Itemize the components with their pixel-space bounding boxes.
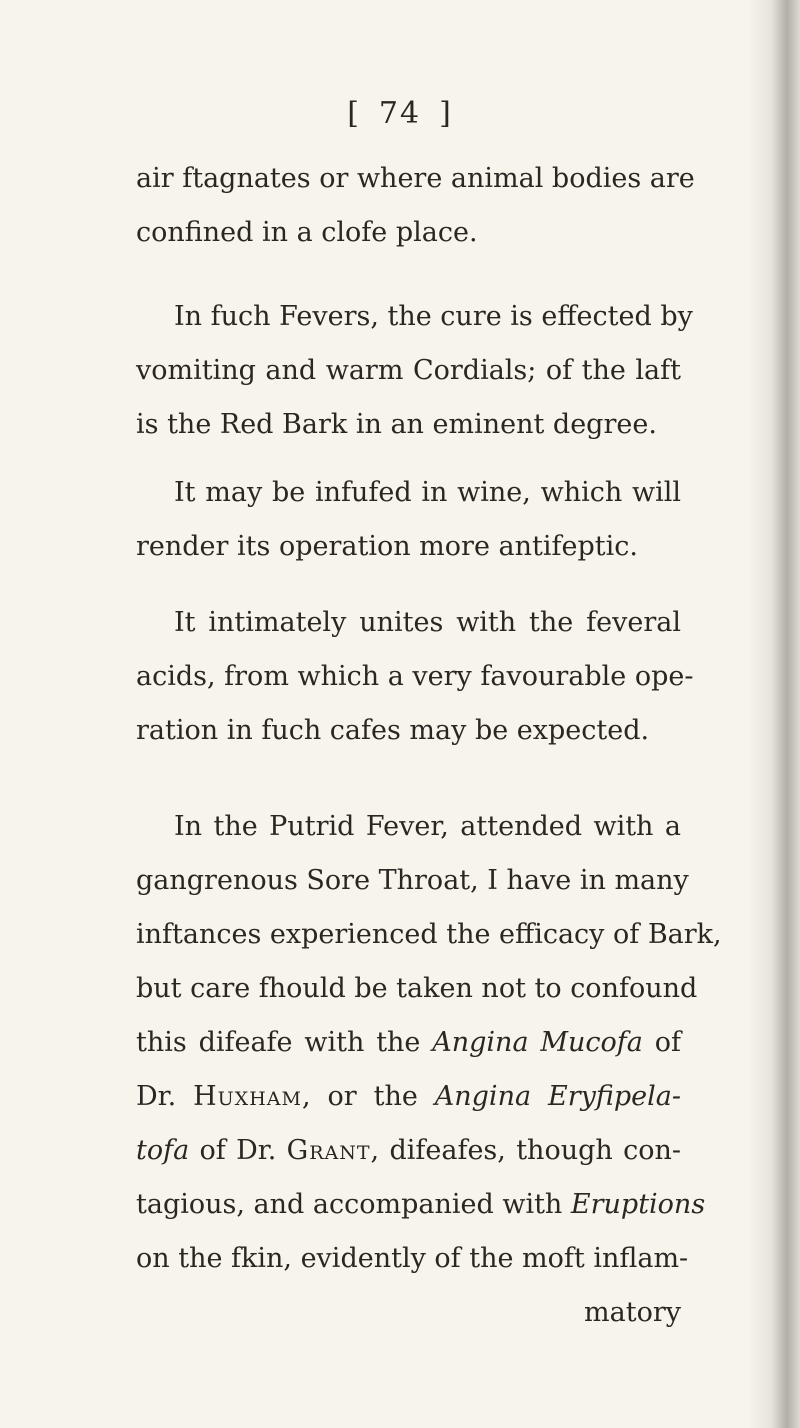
text-line: but care fhould be taken not to confound	[136, 973, 698, 1004]
page-edge-shadow	[748, 0, 800, 1428]
text-line: acids, from which a very favourable ope-	[136, 661, 694, 692]
text-line: inftances experienced the efficacy of Bark,	[136, 919, 722, 950]
text-run: , difeafes, though con-	[370, 1135, 681, 1166]
text-line: confined in a clofe place.	[136, 217, 478, 248]
page-number	[0, 96, 800, 131]
text-run: tagious, and accompanied with	[136, 1189, 571, 1220]
page-number-bracket-left: [	[347, 96, 361, 131]
author-name: Grant	[286, 1135, 371, 1166]
text-line	[136, 1016, 681, 1070]
text-line	[136, 1124, 681, 1178]
text-line: is the Red Bark in an eminent degree.	[136, 409, 657, 440]
page-number-value: 74	[378, 96, 422, 131]
italic-term: Eruptions	[570, 1189, 706, 1220]
paragraph-1	[136, 152, 695, 260]
text-line	[136, 1070, 681, 1124]
text-line: vomiting and warm Cordials; of the laft	[136, 355, 681, 386]
text-line: render its operation more antifeptic.	[136, 531, 638, 562]
text-line	[136, 1178, 706, 1232]
author-name: Huxham	[193, 1081, 302, 1112]
italic-term: Angina Eryfipela-	[434, 1081, 681, 1112]
text-line: It intimately unites with the feveral	[174, 607, 681, 638]
text-line: In fuch Fevers, the cure is effected by	[174, 301, 693, 332]
text-line: In the Putrid Fever, attended with a	[174, 811, 681, 842]
text-line: gangrenous Sore Throat, I have in many	[136, 865, 689, 896]
catchword: matory	[584, 1297, 681, 1328]
paragraph-3	[136, 466, 681, 574]
text-line: on the fkin, evidently of the moft inflam-	[136, 1243, 689, 1274]
italic-term: tofa	[136, 1135, 190, 1166]
text-line: It may be infufed in wine, which will	[174, 477, 681, 508]
paragraph-5	[136, 800, 722, 1340]
italic-term: Angina Mucofa	[432, 1027, 643, 1058]
text-line: air ftagnates or where animal bodies are	[136, 163, 695, 194]
text-run: this difeafe with the	[136, 1027, 433, 1058]
text-run: of Dr.	[189, 1135, 287, 1166]
text-run: of	[642, 1027, 681, 1058]
text-run: Dr.	[136, 1081, 194, 1112]
text-line: ration in fuch cafes may be expected.	[136, 715, 650, 746]
paragraph-4	[136, 596, 694, 758]
page-number-bracket-right: ]	[439, 96, 453, 131]
text-run: , or the	[301, 1081, 435, 1112]
paragraph-2	[136, 290, 693, 452]
